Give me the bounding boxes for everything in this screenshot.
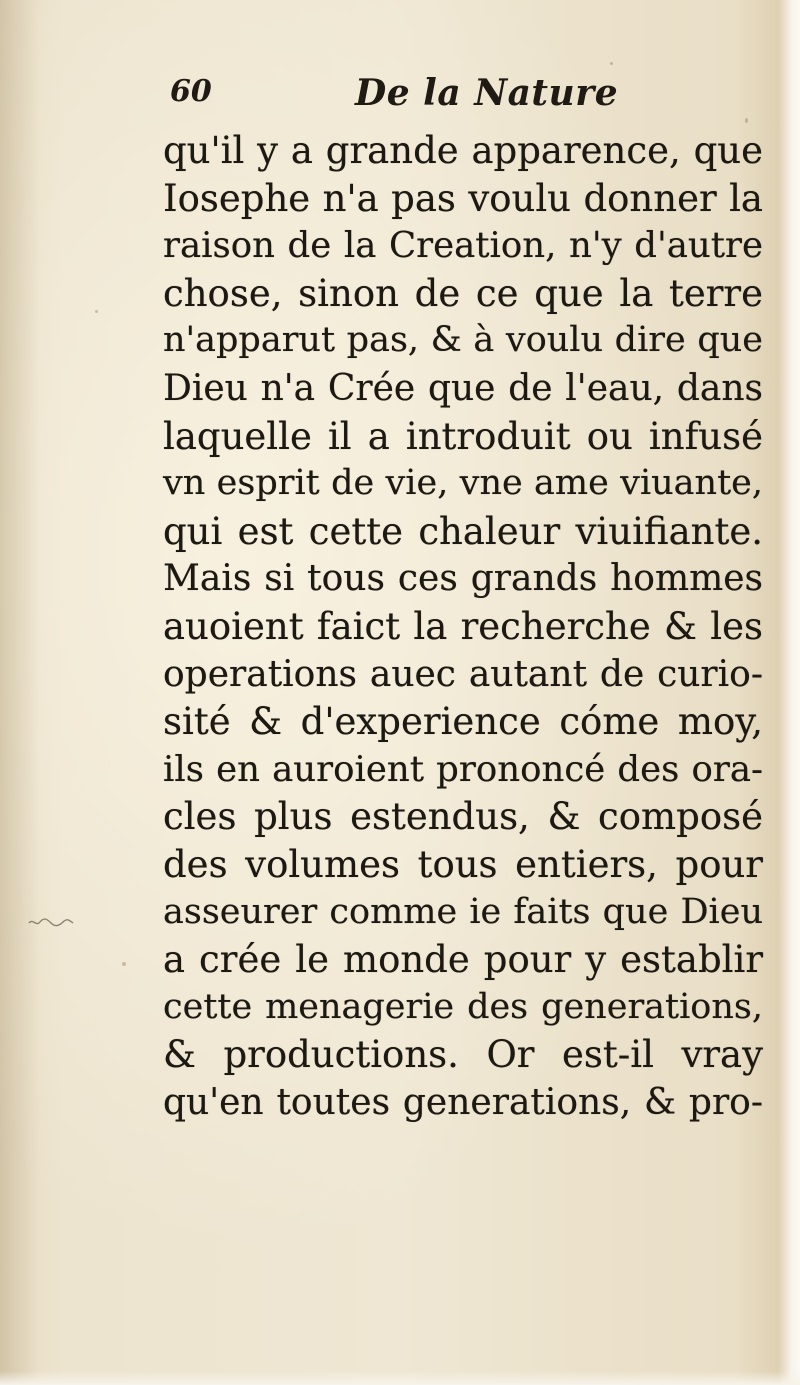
text-line: sité & d'experience cóme moy, — [163, 700, 763, 744]
margin-ink-mark — [28, 915, 74, 931]
text-line: Dieu n'a Crée que de l'eau, dans — [163, 367, 763, 409]
text-line: asseurer comme ie faits que Dieu — [163, 891, 763, 932]
paper-speck — [122, 962, 126, 966]
text-line: vn esprit de vie, vne ame viuante, — [163, 463, 763, 504]
text-line: cette menagerie des generations, — [163, 986, 763, 1027]
running-title: De la Nature — [355, 72, 619, 114]
text-line: qu'il y a grande apparence, que — [163, 129, 763, 172]
text-line: raison de la Creation, n'y d'autre — [163, 225, 763, 267]
text-line: qui est cette chaleur viuifiante. — [163, 509, 763, 553]
text-line: a crée le monde pour y establir — [163, 938, 763, 982]
text-line: ils en auroient prononcé des ora- — [163, 748, 763, 790]
paper-speck — [745, 118, 748, 123]
text-line: cles plus estendus, & composé — [163, 795, 763, 839]
text-line: & productions. Or est-il vray — [163, 1033, 763, 1077]
paper-speck — [95, 310, 98, 313]
text-line: des volumes tous entiers, pour — [163, 842, 763, 886]
text-line: auoient faict la recherche & les — [163, 604, 763, 648]
ink-squiggle-icon — [28, 915, 74, 929]
text-line: Iosephe n'a pas voulu donner la — [163, 176, 763, 220]
body-text — [163, 127, 763, 1126]
running-head — [170, 72, 640, 116]
page-edge-bottom — [0, 1371, 800, 1385]
text-line: n'apparut pas, & à voulu dire que — [163, 320, 763, 361]
gutter-shadow — [0, 0, 40, 1385]
text-line: qu'en toutes generations, & pro- — [163, 1081, 763, 1123]
text-line: laquelle il a introduit ou infusé — [163, 414, 763, 458]
page-number: 60 — [170, 74, 212, 109]
text-line: operations auec autant de curio- — [163, 653, 763, 695]
paper-speck — [610, 62, 613, 65]
page-edge-right — [778, 0, 800, 1385]
text-line: chose, sinon de ce que la terre — [163, 271, 763, 315]
text-line: Mais si tous ces grands hommes — [163, 558, 763, 600]
